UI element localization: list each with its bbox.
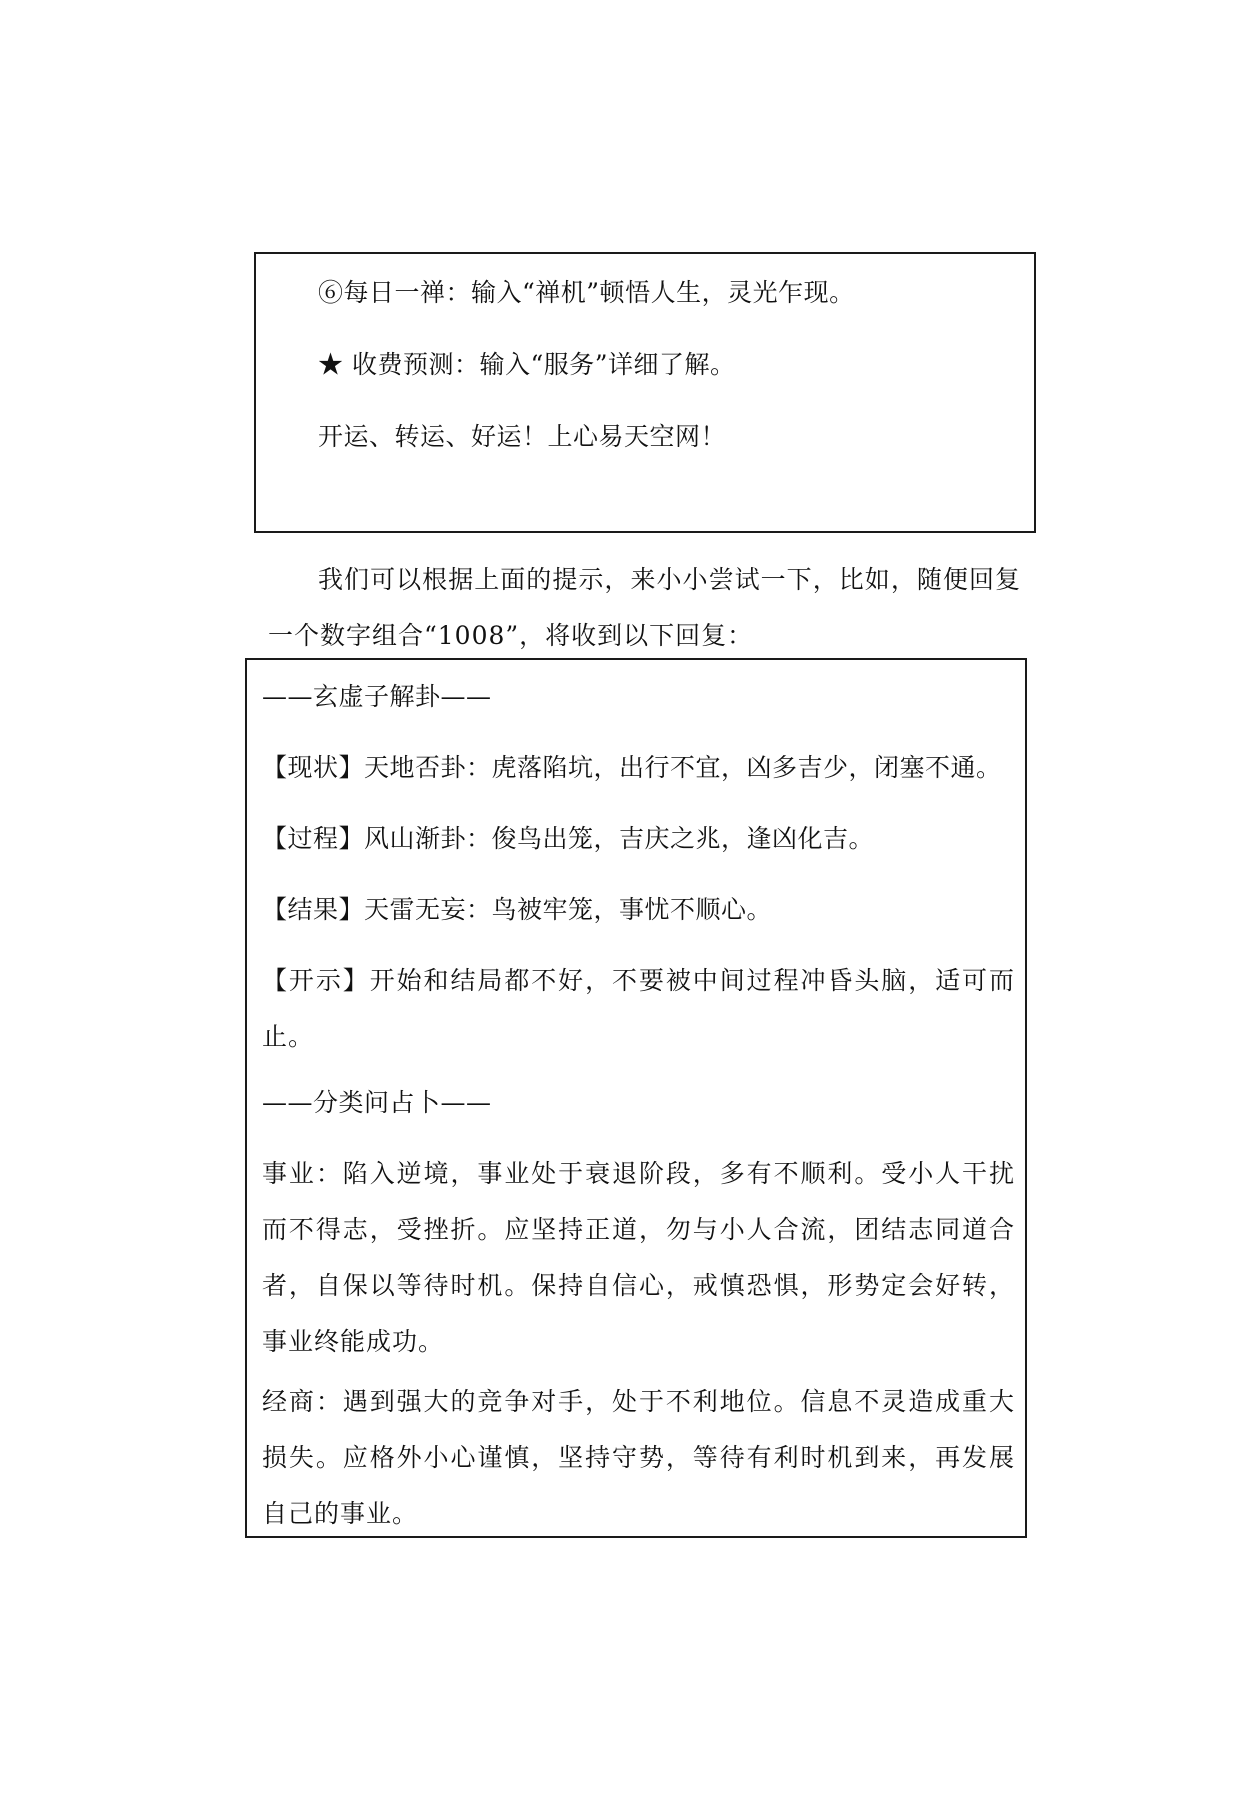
- process-line: 【过程】风山渐卦：俊鸟出笼，吉庆之兆，逢凶化吉。: [262, 824, 875, 853]
- zen-daily-line: ⑥每日一禅：输入“禅机”顿悟人生，灵光乍现。: [318, 278, 855, 307]
- luck-slogan-line: 开运、转运、好运！上心易天空网！: [318, 422, 727, 451]
- category-heading: ——分类问占卜——: [262, 1088, 492, 1117]
- paid-prediction-line: ★ 收费预测：输入“服务”详细了解。: [318, 350, 736, 379]
- hexagram-heading: ——玄虚子解卦——: [262, 682, 492, 711]
- revelation-paragraph: 【开示】开始和结局都不好，不要被中间过程冲昏头脑，适可而止。: [262, 966, 1015, 1051]
- career-paragraph: 事业：陷入逆境，事业处于衰退阶段，多有不顺利。受小人干扰而不得志，受挫折。应坚持正道，勿与小人合流，团结志同道合者，自保以等待时机。保持自信心，戒慎恐惧，形势定会好转，事业终能成功。: [262, 1159, 1015, 1356]
- result-line: 【结果】天雷无妄：鸟被牢笼，事忧不顺心。: [262, 895, 773, 924]
- business-paragraph: 经商：遇到强大的竞争对手，处于不利地位。信息不灵造成重大损失。应格外小心谨慎，坚持守势，等待有利时机到来，再发展自己的事业。: [262, 1387, 1015, 1528]
- status-line: 【现状】天地否卦：虎落陷坑，出行不宜，凶多吉少，闭塞不通。: [262, 753, 1002, 782]
- intro-paragraph: 我们可以根据上面的提示，来小小尝试一下，比如，随便回复一个数字组合“1008”，将收到以下回复：: [268, 565, 1021, 650]
